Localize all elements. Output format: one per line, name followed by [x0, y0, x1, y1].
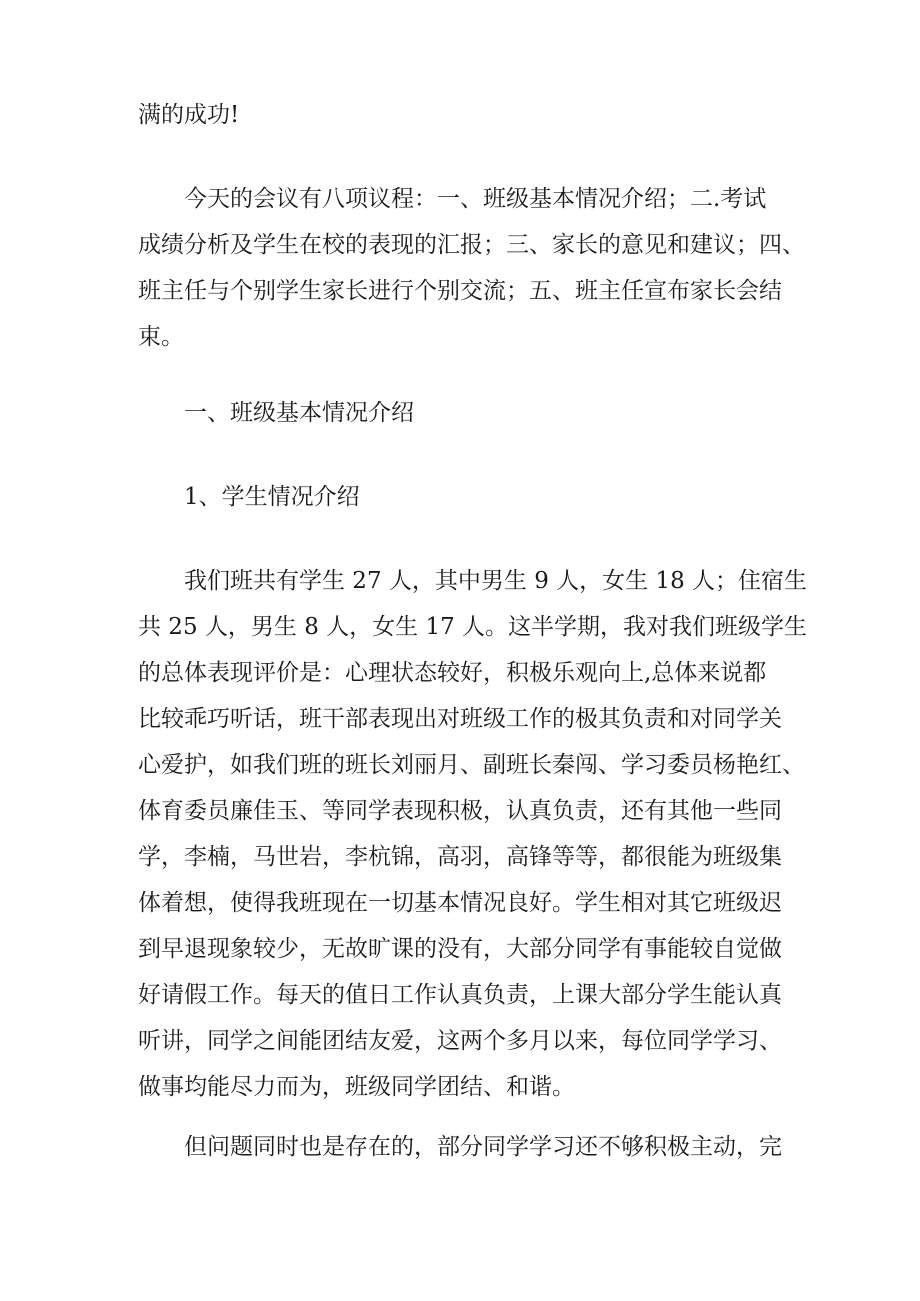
- student-info-paragraph: [138, 558, 808, 1110]
- problem-paragraph: [138, 1124, 788, 1170]
- text-line: 共 25 人，男生 8 人，女生 17 人。这半学期，我对我们班级学生: [138, 614, 808, 640]
- text-line: 体育委员廉佳玉、等同学表现积极，认真负责，还有其他一些同: [138, 798, 782, 824]
- heading-text: 1、学生情况介绍: [184, 484, 360, 510]
- text-line: 体着想，使得我班现在一切基本情况良好。学生相对其它班级迟: [138, 890, 782, 916]
- text-line: 学，李楠，马世岩，李杭锦，高羽，高锋等等，都很能为班级集: [138, 844, 782, 870]
- text-line: 好请假工作。每天的值日工作认真负责，上课大部分学生能认真: [138, 982, 782, 1008]
- text-line: 到早退现象较少，无故旷课的没有，大部分同学有事能较自觉做: [138, 936, 782, 962]
- text-line: 束。: [138, 324, 184, 350]
- text-line: 但问题同时也是存在的，部分同学学习还不够积极主动，完: [184, 1134, 782, 1160]
- text-line: 听讲，同学之间能团结友爱，这两个多月以来，每位同学学习、: [138, 1028, 782, 1054]
- text-line: 我们班共有学生 27 人，其中男生 9 人，女生 18 人；住宿生: [184, 568, 808, 594]
- subsection-heading: [138, 474, 788, 520]
- text-line: 做事均能尽力而为，班级同学团结、和谐。: [138, 1074, 575, 1100]
- text-line: 满的成功!: [138, 102, 240, 128]
- text-line: 比较乖巧听话，班干部表现出对班级工作的极其负责和对同学关: [138, 706, 782, 732]
- text-line: 班主任与个别学生家长进行个别交流；五、班主任宣布家长会结: [138, 278, 782, 304]
- continuation-text: [138, 92, 788, 138]
- text-line: 成绩分析及学生在校的表现的汇报；三、家长的意见和建议；四、: [138, 232, 805, 258]
- text-line: 心爱护，如我们班的班长刘丽月、副班长秦闯、学习委员杨艳红、: [138, 752, 805, 778]
- text-line: 今天的会议有八项议程：一、班级基本情况介绍；二.考试: [184, 186, 767, 212]
- text-line: 的总体表现评价是：心理状态较好，积极乐观向上,总体来说都: [138, 660, 767, 686]
- heading-text: 一、班级基本情况介绍: [184, 400, 414, 426]
- agenda-paragraph: [138, 176, 805, 360]
- section-heading: [138, 390, 788, 436]
